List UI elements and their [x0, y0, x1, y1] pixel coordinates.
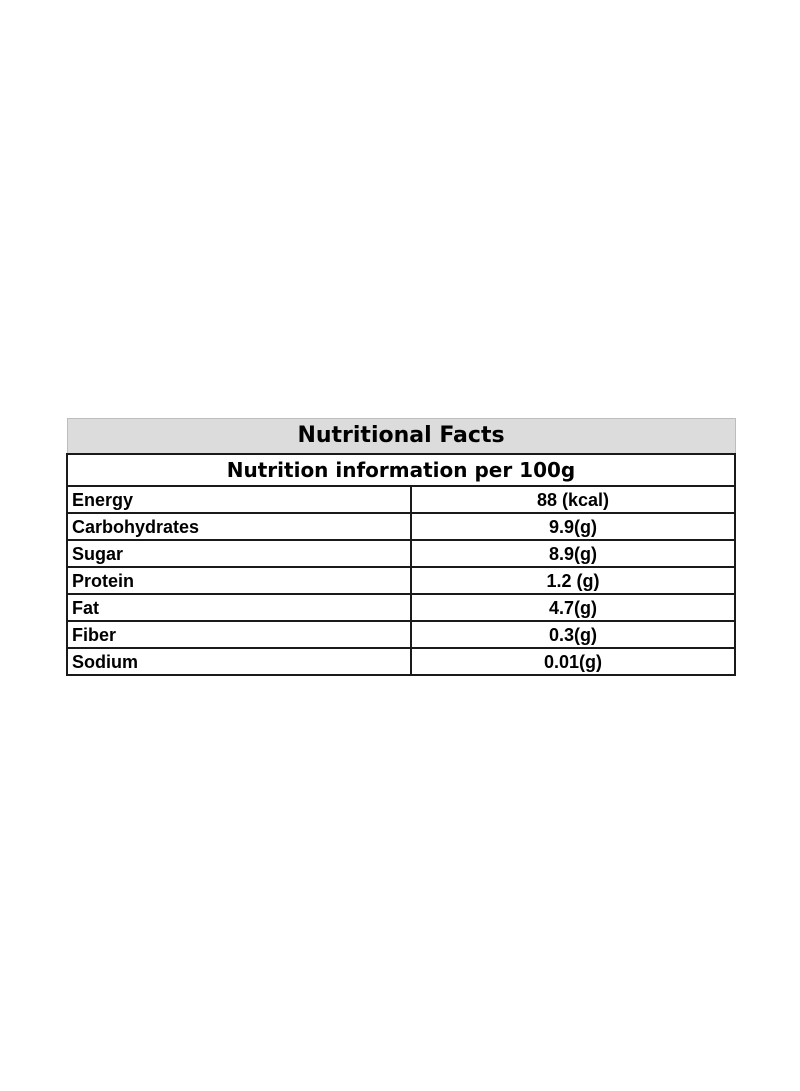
nutrient-value: 8.9(g) — [411, 540, 735, 567]
nutrient-name: Fat — [67, 594, 411, 621]
table-title: Nutritional Facts — [67, 419, 735, 455]
nutrient-value: 4.7(g) — [411, 594, 735, 621]
table-row — [67, 594, 735, 621]
nutrient-name: Fiber — [67, 621, 411, 648]
table-subtitle: Nutrition information per 100g — [67, 454, 735, 486]
nutrient-name: Sodium — [67, 648, 411, 675]
nutrient-value: 9.9(g) — [411, 513, 735, 540]
nutrient-value: 1.2 (g) — [411, 567, 735, 594]
table-row — [67, 621, 735, 648]
nutrition-facts-table — [66, 418, 736, 676]
nutrient-value: 88 (kcal) — [411, 486, 735, 513]
table-row — [67, 648, 735, 675]
table-row — [67, 486, 735, 513]
table-row — [67, 540, 735, 567]
nutrient-value: 0.3(g) — [411, 621, 735, 648]
table-row — [67, 513, 735, 540]
table-title-row — [67, 419, 735, 455]
table-subtitle-row — [67, 454, 735, 486]
nutrient-name: Protein — [67, 567, 411, 594]
nutrient-name: Energy — [67, 486, 411, 513]
nutrient-name: Sugar — [67, 540, 411, 567]
table-row — [67, 567, 735, 594]
nutrient-value: 0.01(g) — [411, 648, 735, 675]
nutrient-name: Carbohydrates — [67, 513, 411, 540]
